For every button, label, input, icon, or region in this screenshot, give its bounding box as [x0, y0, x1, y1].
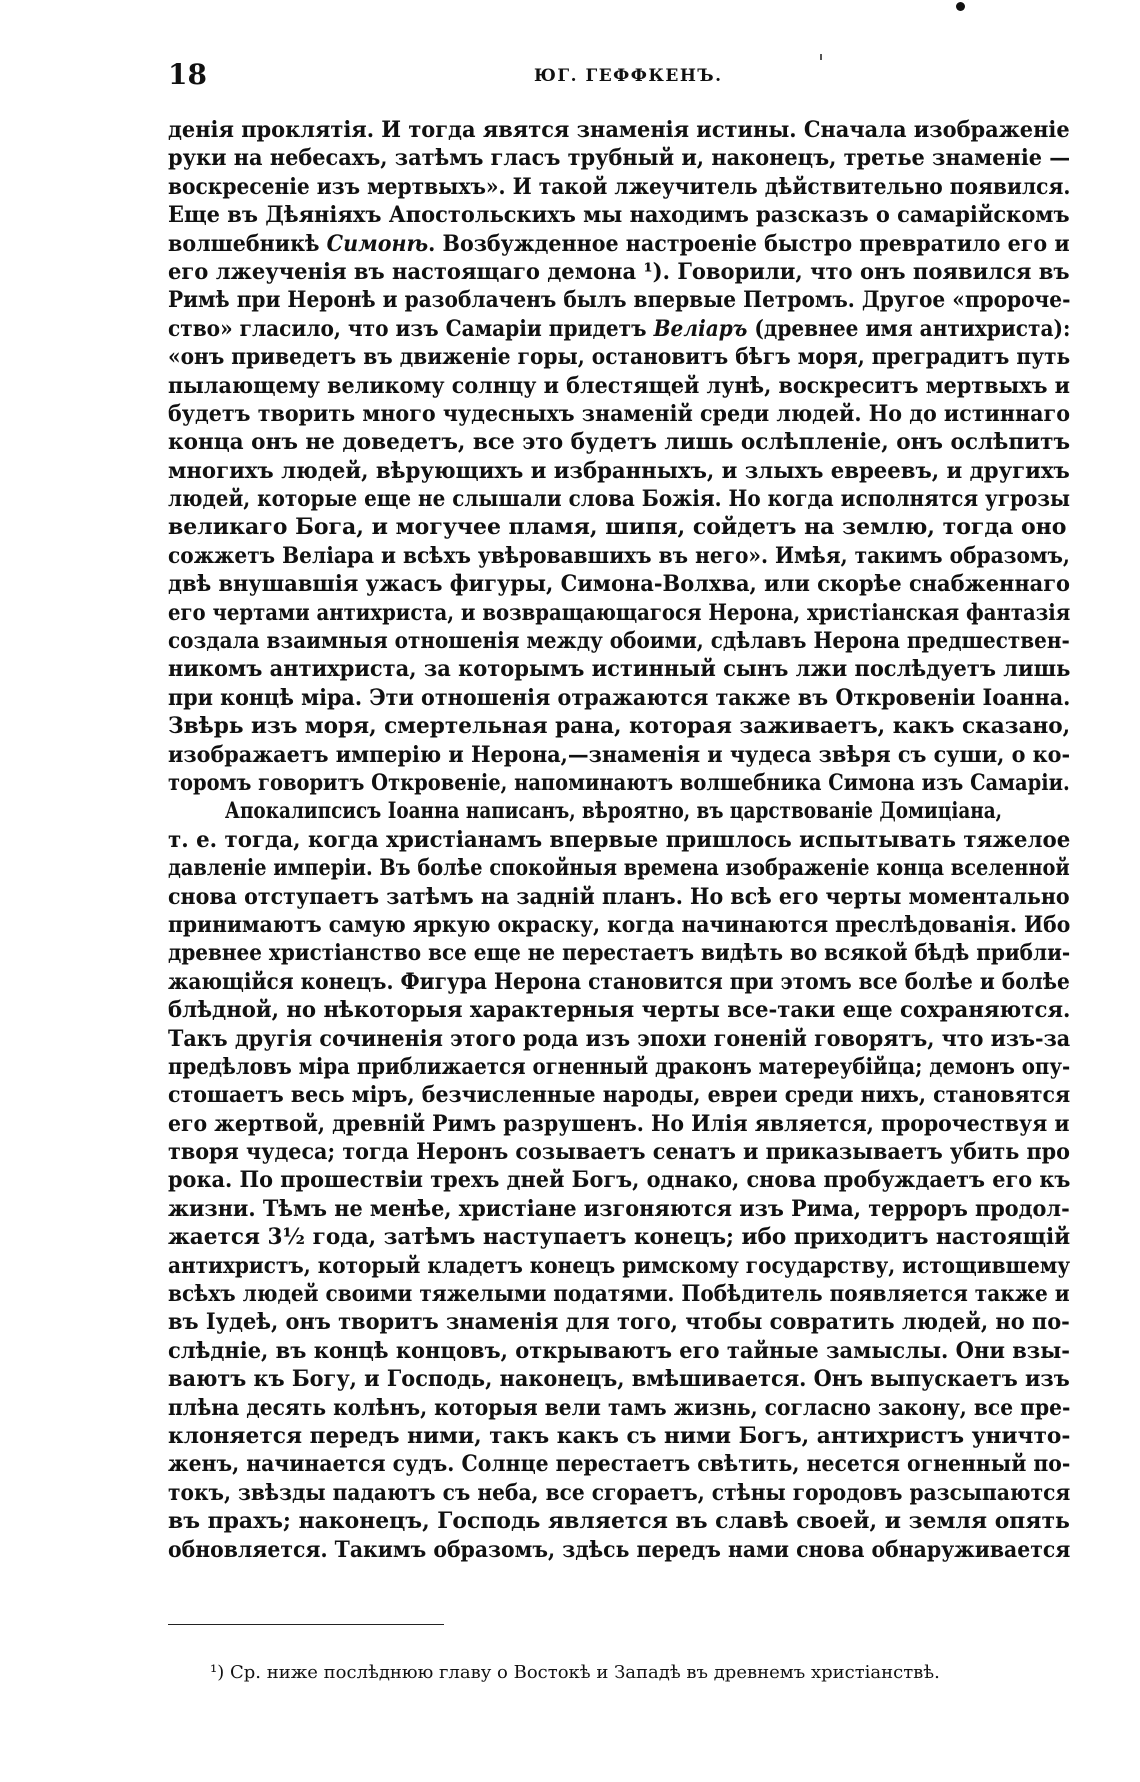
text-line: жающійся конецъ. Фигура Нерона становится при этомъ все болѣе и болѣе — [168, 968, 1070, 995]
page-number: 18 — [168, 58, 207, 91]
text-line: Звѣрь изъ моря, смертельная рана, которая заживаетъ, какъ сказано, — [168, 713, 1071, 740]
text-line: конца онъ не доведетъ, все это будетъ лишь ослѣпленіе, онъ ослѣпитъ — [168, 429, 1071, 456]
text-line: Апокалипсисъ Іоанна написанъ, вѣроятно, въ царствованіе Домиціана, — [224, 798, 1003, 825]
text-line: женъ, начинается судъ. Солнце перестаетъ свѣтить, несется огненный по- — [168, 1451, 1071, 1478]
text-line: въ Іудеѣ, онъ творитъ знаменія для того, чтобы совратить людей, но по- — [168, 1309, 1070, 1336]
footnote-marker: ¹) — [210, 1662, 225, 1683]
text-line: при концѣ міра. Эти отношенія отражаются также въ Откровеніи Іоанна. — [168, 684, 1071, 711]
text-line: токъ, звѣзды падаютъ съ неба, все сгораетъ, стѣны городовъ разсыпаются — [168, 1479, 1071, 1506]
text-line: принимаютъ самую яркую окраску, когда начинаются преслѣдованія. Ибо — [168, 911, 1071, 938]
running-head: ЮГ. ГЕФФКЕНЪ. — [534, 66, 723, 86]
text-line: его жертвой, древній Римъ разрушенъ. Но Илія является, пророчествуя и — [168, 1110, 1070, 1137]
text-line: его чертами антихриста, и возвращающагося Нерона, христіанская фантазія — [168, 599, 1071, 626]
ink-mark — [820, 54, 822, 60]
text-line: денія проклятія. И тогда явятся знаменія истины. Сначала изображеніе — [168, 117, 1070, 143]
text-line: изображаетъ имперію и Нерона,—знаменія и чудеса звѣря съ суши, о ко- — [168, 741, 1071, 768]
text-line: древнее христіанство все еще не перестаетъ видѣть во всякой бѣдѣ прибли- — [168, 940, 1071, 967]
text-line: воскресеніе изъ мертвыхъ». И такой лжеучитель дѣйствительно появился. — [168, 173, 1071, 200]
text-line: всѣхъ людей своими тяжелыми податями. Побѣдитель появляется также и — [168, 1281, 1070, 1308]
text-line: великаго Бога, и могучее пламя, шипя, сойдетъ на землю, тогда оно — [168, 514, 1067, 541]
text-line: антихристъ, который кладетъ конецъ римскому государству, истощившему — [168, 1252, 1071, 1279]
text-line: рока. По прошествіи трехъ дней Богъ, однако, снова пробуждаетъ его къ — [168, 1167, 1071, 1194]
footnote-rule — [168, 1624, 444, 1625]
text-line: торомъ говоритъ Откровеніе, напоминаютъ волшебника Симона изъ Самаріи. — [168, 769, 1070, 796]
body-text — [168, 116, 1070, 1564]
text-line: предѣловъ міра приближается огненный драконъ матереубійца; демонъ опу- — [168, 1053, 1071, 1080]
text-line: клоняется передъ ними, такъ какъ съ ними Богъ, антихристъ уничто- — [168, 1422, 1071, 1449]
text-line: давленіе имперіи. Въ болѣе спокойныя времена изображеніе конца вселенной — [168, 855, 1070, 882]
text-line: т. е. тогда, когда христіанамъ впервые пришлось испытывать тяжелое — [168, 826, 1071, 853]
text-line: ваютъ къ Богу, и Господь, наконецъ, вмѣшивается. Онъ выпускаетъ изъ — [168, 1366, 1070, 1393]
text-line: блѣдной, но нѣкоторыя характерныя черты все-таки еще сохраняются. — [168, 997, 1071, 1024]
text-line: снова отступаетъ затѣмъ на задній планъ. Но всѣ его черты моментально — [168, 883, 1070, 910]
text-line: обновляется. Такимъ образомъ, здѣсь передъ нами снова обнаруживается — [168, 1536, 1071, 1563]
text-line: сожжетъ Веліара и всѣхъ увѣровавшихъ въ него». Имѣя, такимъ образомъ, — [168, 542, 1070, 569]
text-line: въ прахъ; наконецъ, Господь является въ славѣ своей, и земля опять — [168, 1508, 1070, 1535]
footnote — [210, 1662, 940, 1683]
text-line: многихъ людей, вѣрующихъ и избранныхъ, и злыхъ евреевъ, и другихъ — [168, 457, 1070, 484]
text-line: «онъ приведетъ въ движеніе горы, остановитъ бѣгъ моря, преградитъ путь — [168, 344, 1071, 371]
text-line: создала взаимныя отношенія между обоими, сдѣлавъ Нерона предшествен- — [168, 628, 1070, 655]
text-line: жается 3½ года, затѣмъ наступаетъ конецъ; ибо приходитъ настоящій — [168, 1224, 1071, 1251]
text-line: жизни. Тѣмъ не менѣе, христіане изгоняются изъ Рима, терроръ продол- — [168, 1195, 1070, 1222]
text-line: ство» гласило, что изъ Самаріи придетъ Веліаръ (древнее имя антихриста): — [168, 315, 1071, 342]
text-line: плѣна десять колѣнъ, которыя вели тамъ жизнь, согласно закону, все пре- — [168, 1394, 1071, 1421]
text-line: Римѣ при Неронѣ и разоблаченъ былъ впервые Петромъ. Другое «пророче- — [168, 287, 1071, 314]
text-line: Еще въ Дѣяніяхъ Апостольскихъ мы находимъ разсказъ о самарійскомъ — [168, 202, 1070, 229]
ink-spot — [956, 2, 965, 11]
text-line: Такъ другія сочиненія этого рода изъ эпохи гоненій говорятъ, что изъ-за — [168, 1025, 1071, 1052]
text-line: двѣ внушавшія ужасъ фигуры, Симона-Волхва, или скорѣе снабженнаго — [168, 571, 1071, 598]
text-line: стошаетъ весь міръ, безчисленные народы, евреи среди нихъ, становятся — [168, 1082, 1071, 1109]
text-line: людей, которые еще не слышали слова Божія. Но когда исполнятся угрозы — [168, 486, 1071, 513]
text-line: творя чудеса; тогда Неронъ созываетъ сенатъ и приказываетъ убить про — [168, 1139, 1070, 1166]
text-line: никомъ антихриста, за которымъ истинный сынъ лжи послѣдуетъ лишь — [168, 656, 1071, 683]
text-line: слѣдніе, въ концѣ концовъ, открываютъ его тайные замыслы. Они взы- — [168, 1337, 1070, 1364]
text-line: руки на небесахъ, затѣмъ гласъ трубный и, наконецъ, третье знаменіе — — [168, 145, 1071, 172]
italic-name: Веліаръ — [653, 315, 748, 342]
text-line: пылающему великому солнцу и блестящей лунѣ, воскреситъ мертвыхъ и — [168, 372, 1071, 399]
text-line: его лжеученія въ настоящаго демона ¹). Говорили, что онъ появился въ — [168, 258, 1070, 285]
text-line: будетъ творить много чудесныхъ знаменій среди людей. Но до истиннаго — [168, 400, 1070, 427]
italic-name: Симонѣ — [326, 230, 429, 257]
text-line: волшебникѣ Симонѣ. Возбужденное настроеніе быстро превратило его и — [168, 230, 1070, 257]
footnote-text: Ср. ниже послѣднюю главу о Востокѣ и Западѣ въ древнемъ христіанствѣ. — [229, 1662, 940, 1683]
